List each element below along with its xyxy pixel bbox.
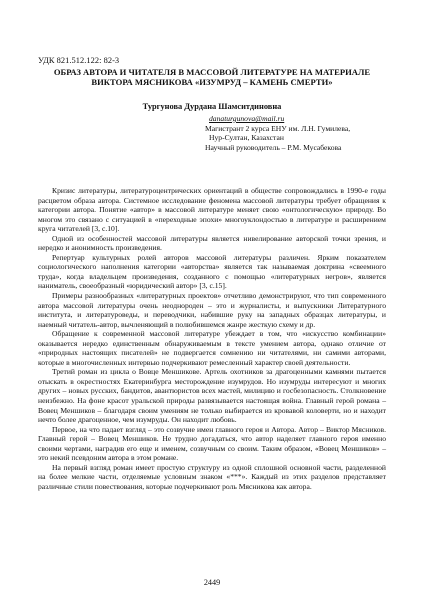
article-body [38, 186, 386, 492]
paragraph: Первое, на что падает взгляд – это созвучие имен главного героя и Автора. Автор – Виктор Мясников. Главный герой – Вовец Меншиков. Не трудно догадаться, что автор наделяет главного героя именно своими чертами, наградив его еще и именем, созвучным со своим. Таким образом, «Вовец Меншиков» – это некий псевдоним автора в этом романе. [38, 424, 386, 463]
author-name: Тургунова Дурдана Шамситдиновна [142, 102, 282, 111]
udc-code: УДК 821.512.122: 82-3 [38, 56, 120, 65]
paragraph: Примеры разнообразных «литературных проектов» отчетливо демонстрируют, что тип современного автора массовой литературы очень неоднороден – это и журналисты, и выпускники Литературного института, и литературоведы, и переводчики, набившие руку на западных образцах литературы, и наемный читатель-автор, вычленяющий в полюбившемся жанре жесткую схему и др. [38, 291, 386, 329]
affiliation-line-1: Магистрант 2 курса ЕНУ им. Л.Н. Гумилева, [205, 123, 351, 133]
paragraph: Третий роман из цикла о Вовце Меншикове. Артель охотников за драгоценными камнями пытается отыскать в окрестностях Екатеринбурга месторождение изумрудов. Но изумруды интересуют и многих других – новых русских, бандитов, авантюристов всех мастей, милицию и госбезопасность. Столкновение неизбежно. На фоне красот уральской природы развязывается настоящая война. Главный герой романа – Вовец Меншиков – благодаря своим умениям не только выбирается из кровавой коловерти, но и находит нечто более драгоценное, чем изумруды. Он находит любовь. [38, 367, 386, 425]
paragraph: Обращение к современной массовой литературе убеждает в том, что «искусство комбинации» оказывается нередко единственным обнаруживаемым в тексте умением автора, однако отличие от «природных настоящих писателей» не подвергается сомнению ни читателями, ни самими авторами, которые в многочисленных интервью подчеркивают ремесленный характер своей деятельности. [38, 329, 386, 367]
paragraph: На первый взгляд роман имеет простую структуру из одной сплошной основной части, разделенной на более мелкие части, отделяемые условным знаком «***». Каждый из этих разделов представляет различные стили повествования, которые подчеркивают роль Мясникова как автора. [38, 462, 386, 491]
page-number: 2449 [203, 578, 221, 587]
paragraph: Одной из особенностей массовой литературы является нивелирование авторской точки зрения, и нередко и анонимность произведения. [38, 233, 386, 253]
paragraph: Репертуар культурных ролей авторов массовой литературы различен. Ярким показателем социологического наполнения категории «авторства» является так называемая доктрина «свеемного труда», когда владельцем произведения, созданного с помощью «литературных негров», является наниматель, своеобразный «юридический автор» [3, с.15]. [38, 252, 386, 291]
title-line-2: ВИКТОРА МЯСНИКОВА «ИЗУМРУД – КАМЕНЬ СМЕРТИ» [91, 77, 333, 88]
paragraph: Кризис литературы, литературоцентрических ориентаций в обществе сопровождались в 1990-е годы расцветом образа автора. Системное исследование феномена массовой литературы требует обращения к категории автора. Понятие «автор» в массовой литературе меняет свою «онтологическую» природу. Во многом это связано с ситуацией в «переходные эпохи» многоуклондостью в литературе и расширением круга читателей [3, с.10]. [38, 186, 386, 234]
email-link[interactable]: danaturgunova@mail.ru [209, 114, 285, 123]
paper-title [38, 67, 386, 87]
affiliation-line-2: Нур-Султан, Казахстан [209, 133, 284, 143]
title-line-1: ОБРАЗ АВТОРА И ЧИТАТЕЛЯ В МАССОВОЙ ЛИТЕРАТУРЕ НА МАТЕРИАЛЕ [53, 67, 371, 77]
author-affiliation [205, 114, 405, 152]
affiliation-line-3: Научный руководитель – Р.М. Мусабекова [205, 142, 342, 152]
